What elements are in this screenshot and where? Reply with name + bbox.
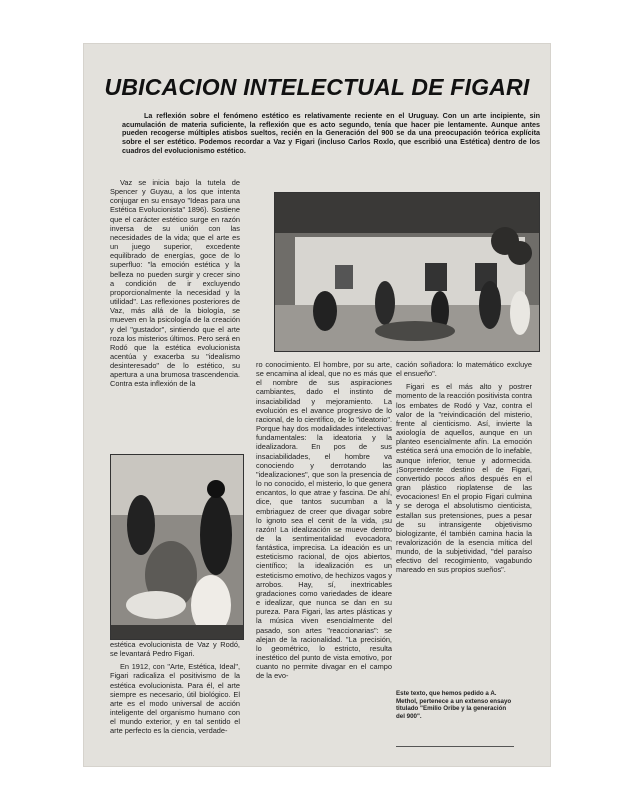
column-1-paragraph-3: En 1912, con "Arte, Estética, Ideal", Figari radicaliza el positivismo de la estética evolucionista. Para él, el arte siempre es necesario, útil biológico. El arte es el modo universal de acción inteligente del organismo humano con el mundo exterior, y en tal sentido el arte perfecto es la ciencia, verdade- bbox=[110, 662, 240, 736]
painting-photo-large bbox=[274, 192, 540, 352]
dancers-illustration bbox=[111, 455, 243, 639]
column-1-paragraph-2: estética evolucionista de Vaz y Rodó, se levantará Pedro Figari. bbox=[110, 640, 240, 659]
divider-rule bbox=[396, 746, 514, 747]
column-2 bbox=[256, 360, 392, 684]
painting-illustration bbox=[275, 193, 539, 351]
column-3-paragraph-2: Figari es el más alto y postrer momento de la reacción positivista contra los embates de Rodó y Vaz, contra el valor de la "reivindicación del misterio, frente al cienticismo. Así, invierte la axiología de aquellos, aunque en un planteo esencialmente afín. La emoción estética será una emoción de lo inefable, aunque inferior, tenue y adormecida. ¡Sorprendente destino el de Figari, convertido pocos años después en el gran plástico rioplatense de las evocaciones! En el propio Figari culmina y se deroga el absolutismo cienticista, estallan sus pretensiones, pues a pesar de su intransigente objetivismo biologizante, él también camina hacia la revalorización de la esencia mítica del mundo, de la subjetividad, "del paraíso efectivo del recogimiento, vagabundo mareado en sus propios sueños". bbox=[396, 382, 532, 575]
column-1-paragraph: Vaz se inicia bajo la tutela de Spencer y Guyau, a los que intenta conjugar en su ensayo "Ideas para una Estética Evolucionista" 1896). Sostiene que el carácter estético surge en razón inversa de su unión con las necesidades de la vida; que el arte es un juego superior, excedente equilibrado de energías, goce de lo superfluo: "la emoción estética y la belleza no pueden surgir y crecer sino a condición de ir excluyendo proporcionalmente la necesidad y la utilidad". Las reflexiones posteriores de Vaz, más allá de la biología, se mueven en la psicología de la creación y del "gustador", sintiendo que el arte roza los misterios últimos. Pero será en Rodó que la estética evolucionista acentúa y exacerba su "idealismo desinteresado" de lo estético, su apertura a una brumosa trascendencia. Contra esta inflexión de la bbox=[110, 178, 240, 389]
column-3-paragraph-1: cación soñadora: lo matemático excluye el ensueño". bbox=[396, 360, 532, 379]
column-1-continued bbox=[110, 640, 240, 740]
article-lead: La reflexión sobre el fenómeno estético es relativamente reciente en el Uruguay. Con un arte incipiente, sin acumulación de materia suficiente, la reflexión que es acto segundo, tenía que hacer pie lentamente. Aunque antes pueden recogerse múltiples atisbos sueltos, recién en la Generación del 900 se da una preocupación teórica explícita sobre el ser estético. Podemos recordar a Vaz y Figari (incluso Carlos Roxlo, que escribió una Estética) dentro de los cuadros del evolucionismo estético. bbox=[122, 111, 540, 155]
column-1 bbox=[110, 178, 240, 393]
article-title: UBICACION INTELECTUAL DE FIGARI bbox=[104, 74, 530, 100]
newspaper-page bbox=[84, 44, 550, 766]
editor-note: Este texto, que hemos pedido a A. Methol, pertenece a un extenso ensayo titulado "Emilio Oribe y la generación del 900". bbox=[396, 690, 512, 720]
column-2-paragraph: ro conocimiento. El hombre, por su arte, se encamina al ideal, que no es más que el nombre de sus aspiraciones cambiantes, dado el instinto de insaciabilidad y mejoramiento. La evolución es el avance progresivo de lo racional, de lo científico, de lo "ideatorio". Porque hay dos modalidades intelectivas fundamentales: la ideatoria y la idealizadora. En pos de sus insaciabilidades, el hombre va conociendo y derrotando las "idealizaciones", que son la presencia de lo no conocido, el misterio, lo que genera encantos, lo que atrae y fascina. De ahí, dice, que tantos sucumban a la embriaguez de creer que divagar sobre lo ignoto sea el cenit de la vida, ¡su razón! La idealización se mueve dentro de la sentimentalidad evocadora, fantástica, imprecisa. La ideación es un esteticismo racional, de ojos abiertos, científico; la idealización es un esteticismo emotivo, de hechizos vagos y arrobos. Hay, sí, inextricables gradaciones como variedades de ideare e idealizar, que nunca se dan en su pureza. Para Figari, las artes plásticas y la música viven esencialmente del pasado, son artes "reaccionarias": se alejan de la racionalidad. "La precisión, lo geométrico, lo estricto, resulta inestético del punto de vista emotivo, por cuanto no permite divagar en el campo de la evo- bbox=[256, 360, 392, 681]
column-3 bbox=[396, 360, 532, 579]
painting-photo-small bbox=[110, 454, 244, 640]
